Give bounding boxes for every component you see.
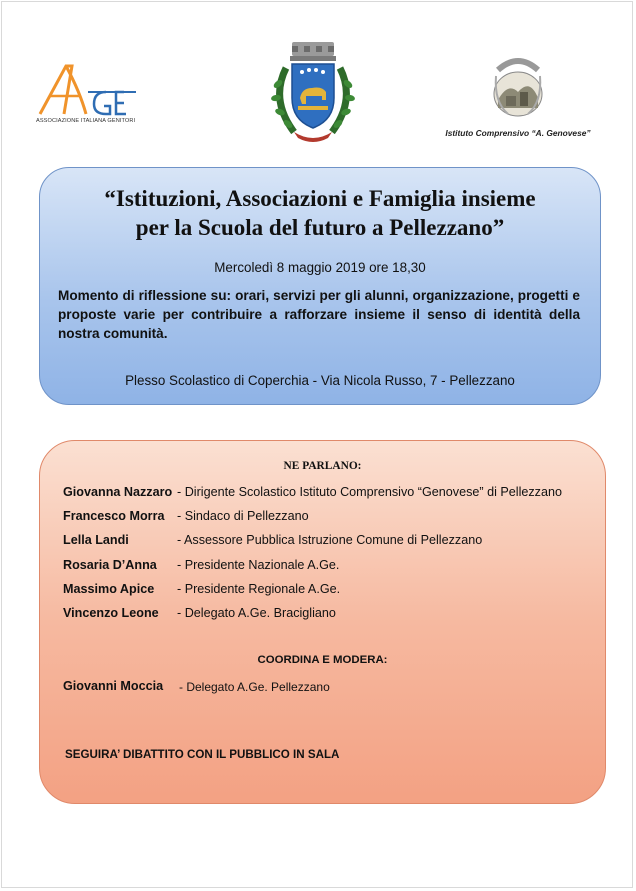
municipal-crest — [264, 40, 362, 146]
speaker-row — [63, 485, 593, 503]
speaker-role: - Dirigente Scolastico Istituto Comprensivo “Genovese” di Pellezzano — [177, 485, 562, 499]
speaker-role: - Assessore Pubblica Istruzione Comune di Pellezzano — [177, 533, 483, 547]
speaker-name: Francesco Morra — [63, 509, 165, 523]
speaker-role: - Sindaco di Pellezzano — [177, 509, 309, 523]
speaker-role: - Presidente Regionale A.Ge. — [177, 582, 341, 596]
speakers-box — [39, 440, 606, 804]
speaker-role: - Presidente Nazionale A.Ge. — [177, 558, 340, 572]
speaker-row — [63, 606, 593, 624]
moderator-role: - Delegato A.Ge. Pellezzano — [179, 680, 330, 694]
event-info-box — [39, 167, 601, 405]
moderator-name: Giovanni Moccia — [63, 679, 164, 693]
speaker-row — [63, 509, 593, 527]
speaker-name: Vincenzo Leone — [63, 606, 159, 620]
speaker-role: - Delegato A.Ge. Bracigliano — [177, 606, 336, 620]
age-caption: ASSOCIAZIONE ITALIANA GENITORI — [36, 118, 136, 124]
moderator-row — [63, 679, 593, 697]
age-logo-mark-icon — [36, 62, 148, 118]
municipal-coat-of-arms-icon — [264, 40, 362, 146]
speaker-name: Massimo Apice — [63, 582, 155, 596]
speaker-name: Lella Landi — [63, 533, 129, 547]
school-caption: Istituto Comprensivo “A. Genovese” — [445, 128, 591, 138]
speaker-name: Giovanna Nazzaro — [63, 485, 173, 499]
speaker-row — [63, 558, 593, 576]
event-description: Momento di riflessione su: orari, servizi per gli alunni, organizzazione, progetti e proposte varie per contribuire a rafforzare insieme il senso di identità della nostra comunità. — [58, 288, 580, 341]
event-title-line-2: per la Scuola del futuro a Pellezzano” — [135, 215, 505, 240]
speaker-name: Rosaria D’Anna — [63, 558, 157, 572]
school-logo — [438, 52, 598, 144]
school-emblem-icon — [438, 52, 598, 124]
speaker-row — [63, 533, 593, 551]
event-venue: Plesso Scolastico di Coperchia - Via Nicola Russo, 7 - Pellezzano — [125, 373, 515, 388]
speakers-heading: NE PARLANO: — [283, 460, 362, 472]
event-title-line-1: “Istituzioni, Associazioni e Famiglia insieme — [104, 186, 536, 211]
speaker-row — [63, 582, 593, 600]
closing-note: SEGUIRA’ DIBATTITO CON IL PUBBLICO IN SALA — [65, 748, 340, 761]
event-date: Mercoledì 8 maggio 2019 ore 18,30 — [214, 260, 426, 275]
moderator-heading: COORDINA E MODERA: — [257, 654, 388, 666]
age-logo — [36, 62, 148, 128]
